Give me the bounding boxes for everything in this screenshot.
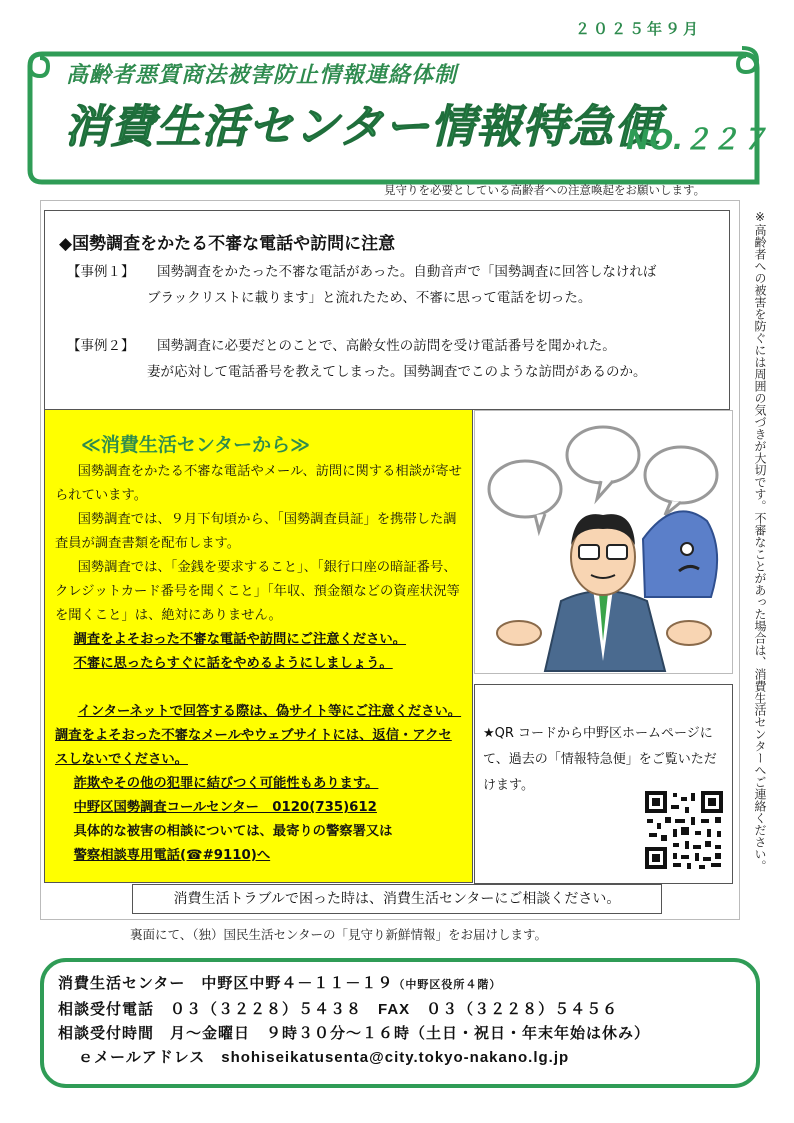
contact-phone: 相談受付電話 ０３（３２２８）５４３８ FAX ０３（３２２８）５４５６ [58,1001,619,1018]
case-1-line1: 国勢調査をかたった不審な電話があった。自動音声で「国勢調査に回答しなければ [157,264,657,280]
suspicious-visitor-illustration [475,411,732,673]
warning-line-1: 調査をよそおった不審な電話や訪問にご注意ください。 [73,632,407,647]
qr-info-text: ★QR コードから中野区ホームページにて、過去の「情報特急便」をご覧いただけます。 [483,726,717,793]
case-2 [67,333,647,385]
illustration-box [474,410,733,674]
case-1-label: 【事例１】 [67,264,135,280]
side-note: ※高齢者への被害を防ぐには周囲の気づきが大切です。不審なことがあった場合は、消費生活センターへご連絡ください。 [753,210,767,872]
contact-box [40,958,760,1088]
center-address: 消費生活センター 中野区中野４－１１－１９ [58,975,394,992]
contact-email[interactable]: ｅメールアドレス shohiseikatusenta@city.tokyo-nakano.lg.jp [78,1049,570,1066]
warning-line-2: 不審に思ったらすぐに話をやめるようにしましょう。 [73,656,393,671]
issue-date: ２０２５年９月 [575,20,702,38]
case-1 [67,259,656,311]
qr-info-box [474,684,733,884]
internet-warning: インターネットで回答する際は、偽サイト等にご注意ください。調査をよそおった不審なメールやウェブサイトには、返信・アクセスしないでください。 [55,704,462,767]
contact-address [58,972,501,993]
police-line-2: 警察相談専用電話(☎#9110)へ [73,848,271,863]
advice-paragraph-3: 国勢調査では、「金銭を要求すること」、「銀行口座の暗証番号、クレジットカード番号を聞くこと」「年収、預金額などの資産状況等を聞くこと」は、絶対にありません。 [55,560,460,623]
case-box [44,210,730,410]
fraud-warning: 詐欺やその他の犯罪に結びつく可能性もあります。 [73,776,379,791]
police-line-1: 具体的な被害の相談については、最寄りの警察署又は [73,824,393,839]
case-2-line1: 国勢調査に必要だとのことで、高齢女性の訪問を受け電話番号を聞かれた。 [157,338,616,354]
alert-heading: ◆国勢調査をかたる不審な電話や訪問に注意 [59,234,396,254]
issue-number: NO.２２７ [626,123,768,156]
case-2-line2: 妻が応対して電話番号を教えてしまった。国勢調査でこのような訪問があるのか。 [147,364,647,380]
organization-name: 高齢者悪質商法被害防止情報連絡体制 [66,63,458,88]
back-page-note: 裏面にて、（独）国民生活センターの「見守り新鮮情報」をお届けします。 [130,927,548,942]
advice-box [44,409,473,883]
newsletter-title: 消費生活センター情報特急便 [64,100,661,153]
qr-code-icon[interactable] [643,789,725,871]
request-line: 見守りを必要としている高齢者への注意喚起をお願いします。 [384,183,706,197]
contact-hours: 相談受付時間 月～金曜日 ９時３０分～１６時（土日・祝日・年末年始は休み） [58,1025,651,1042]
advice-heading: ≪消費生活センターから≫ [81,434,311,456]
advice-paragraph-1: 国勢調査をかたる不審な電話やメール、訪問に関する相談が寄せられています。 [55,464,462,503]
call-center-line: 中野区国勢調査コールセンター 0120(735)612 [73,800,377,815]
consultation-banner: 消費生活トラブルで困った時は、消費生活センターにご相談ください。 [132,884,662,914]
advice-body [55,460,465,868]
center-floor: （中野区役所４階） [393,979,502,991]
case-1-line2: ブラックリストに載ります」と流れたため、不審に思って電話を切った。 [147,290,592,306]
advice-paragraph-2: 国勢調査では、９月下旬頃から、「国勢調査員証」を携帯した調査員が調査書類を配布します。 [55,512,457,551]
case-2-label: 【事例２】 [67,338,135,354]
